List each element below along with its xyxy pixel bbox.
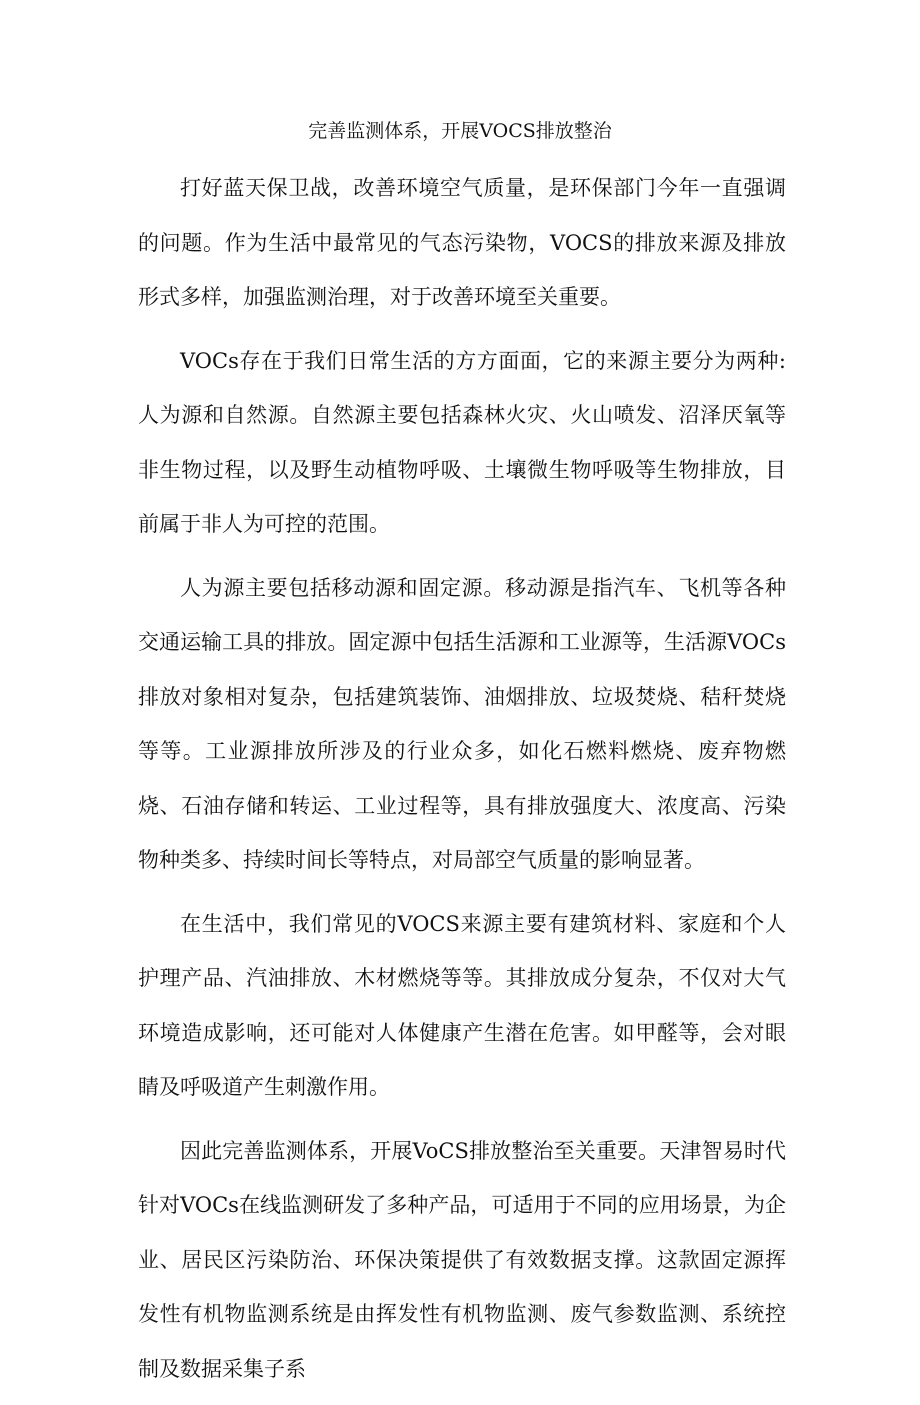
paragraph-1: 打好蓝天保卫战，改善环境空气质量，是环保部门今年一直强调的问题。作为生活中最常见的气态污染物，VOCS的排放来源及排放形式多样，加强监测治理，对于改善环境至关重要。 — [138, 176, 786, 309]
paragraph-5: 因此完善监测体系，开展VoCS排放整治至关重要。天津智易时代针对VOCs在线监测研发了多种产品，可适用于不同的应用场景，为企业、居民区污染防治、环保决策提供了有效数据支撑。这款固定源挥发性有机物监测系统是由挥发性有机物监测、废气参数监测、系统控制及数据采集子系 — [138, 1138, 786, 1381]
document-title: 完善监测体系，开展VOCS排放整治 — [308, 120, 612, 142]
paragraph-2: VOCs存在于我们日常生活的方方面面，它的来源主要分为两种:人为源和自然源。自然源主要包括森林火灾、火山喷发、沼泽厌氧等非生物过程，以及野生动植物呼吸、土壤微生物呼吸等生物排放，目前属于非人为可控的范围。 — [138, 348, 786, 536]
document-body — [138, 161, 786, 1405]
paragraph-4: 在生活中，我们常见的VOCS来源主要有建筑材料、家庭和个人护理产品、汽油排放、木材燃烧等等。其排放成分复杂，不仅对大气环境造成影响，还可能对人体健康产生潜在危害。如甲醛等，会对眼睛及呼吸道产生刺激作用。 — [138, 911, 786, 1099]
paragraph-3: 人为源主要包括移动源和固定源。移动源是指汽车、飞机等各种交通运输工具的排放。固定源中包括生活源和工业源等，生活源VOCs排放对象相对复杂，包括建筑装饰、油烟排放、垃圾焚烧、秸秆焚烧等等。工业源排放所涉及的行业众多，如化石燃料燃烧、废弃物燃烧、石油存储和转运、工业过程等，具有排放强度大、浓度高、污染物种类多、持续时间长等特点，对局部空气质量的影响显著。 — [138, 575, 786, 872]
